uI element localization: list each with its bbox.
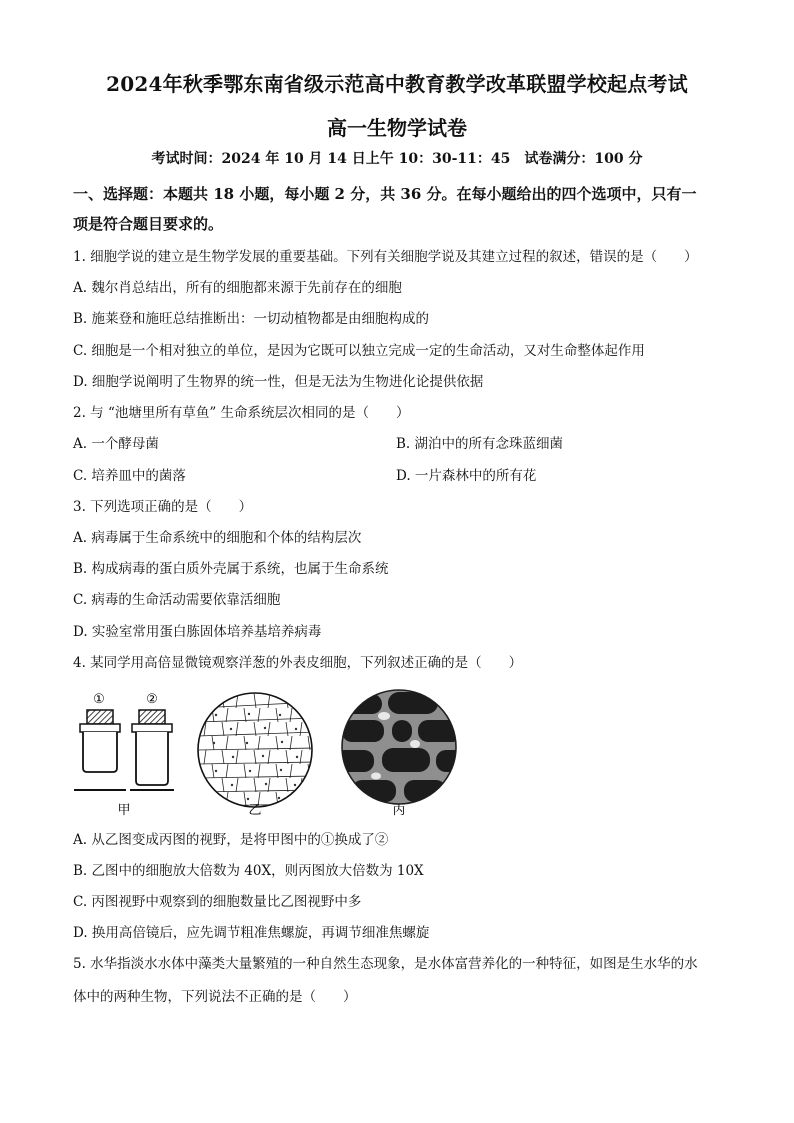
low-power-view: [198, 693, 316, 807]
q1-option-a: A. 魏尔肖总结出，所有的细胞都来源于先前存在的细胞: [73, 280, 402, 296]
q2-option-a: A. 一个酵母菌: [73, 436, 159, 452]
q3-option-d: D. 实验室常用蛋白胨固体培养基培养病毒: [73, 624, 322, 640]
q4-option-d: D. 换用高倍镜后，应先调节粗准焦螺旋，再调节细准焦螺旋: [73, 925, 430, 941]
lens1-label: ①: [93, 692, 105, 707]
q3-option-a: A. 病毒属于生命系统中的细胞和个体的结构层次: [73, 530, 362, 546]
exam-subtitle: 高一生物学试卷: [327, 116, 467, 140]
exam-title: 2024年秋季鄂东南省级示范高中教育教学改革联盟学校起点考试: [106, 72, 688, 96]
q2-stem: 2. 与 “池塘里所有草鱼” 生命系统层次相同的是（ ）: [73, 405, 410, 421]
q5-stem-line1: 5. 水华指淡水水体中藻类大量繁殖的一种自然生态现象，是水体富营养化的一种特征，如图是生水华的水: [73, 956, 698, 972]
q2-option-b: B. 湖泊中的所有念珠蓝细菌: [396, 436, 564, 452]
q1-option-d: D. 细胞学说阐明了生物界的统一性，但是无法为生物进化论提供依据: [73, 374, 484, 390]
q4-option-a: A. 从乙图变成丙图的视野，是将甲图中的①换成了②: [73, 832, 389, 848]
q3-option-c: C. 病毒的生命活动需要依靠活细胞: [73, 592, 281, 608]
q2-option-d: D. 一片森林中的所有花: [396, 468, 537, 484]
q4-option-b: B. 乙图中的细胞放大倍数为 40X，则丙图放大倍数为 10X: [73, 863, 424, 879]
section-heading-line2: 项是符合题目要求的。: [73, 215, 224, 233]
objective-lens-1: [80, 692, 120, 772]
q3-option-b: B. 构成病毒的蛋白质外壳属于系统，也属于生命系统: [73, 561, 389, 577]
caption-jia: 甲: [117, 803, 131, 818]
caption-bing: 丙: [392, 803, 406, 818]
q1-option-c: C. 细胞是一个相对独立的单位，是因为它既可以独立完成一定的生命活动，又对生命整体起作用: [73, 343, 645, 359]
lens2-label: ②: [146, 692, 158, 707]
caption-yi: 乙: [248, 803, 262, 818]
q1-option-b: B. 施莱登和施旺总结推断出：一切动植物都是由细胞构成的: [73, 311, 430, 327]
q4-figure: [66, 688, 466, 818]
q3-stem: 3. 下列选项正确的是（ ）: [73, 499, 253, 515]
q2-option-c: C. 培养皿中的菌落: [73, 468, 186, 484]
q4-option-c: C. 丙图视野中观察到的细胞数量比乙图视野中多: [73, 894, 362, 910]
exam-info: 考试时间：2024 年 10 月 14 日上午 10：30-11：45 试卷满分：100 分: [151, 151, 643, 167]
section-heading-line1: 一、选择题：本题共 18 小题，每小题 2 分，共 36 分。在每小题给出的四个选项中，只有一: [73, 185, 697, 203]
objective-lens-2: [132, 692, 172, 785]
q1-stem: 1. 细胞学说的建立是生物学发展的重要基础。下列有关细胞学说及其建立过程的叙述，错误的是（ ）: [73, 249, 698, 265]
high-power-view: [334, 690, 466, 804]
q4-stem: 4. 某同学用高倍显微镜观察洋葱的外表皮细胞，下列叙述正确的是（ ）: [73, 655, 523, 671]
q5-stem-line2: 体中的两种生物，下列说法不正确的是（ ）: [73, 989, 357, 1005]
